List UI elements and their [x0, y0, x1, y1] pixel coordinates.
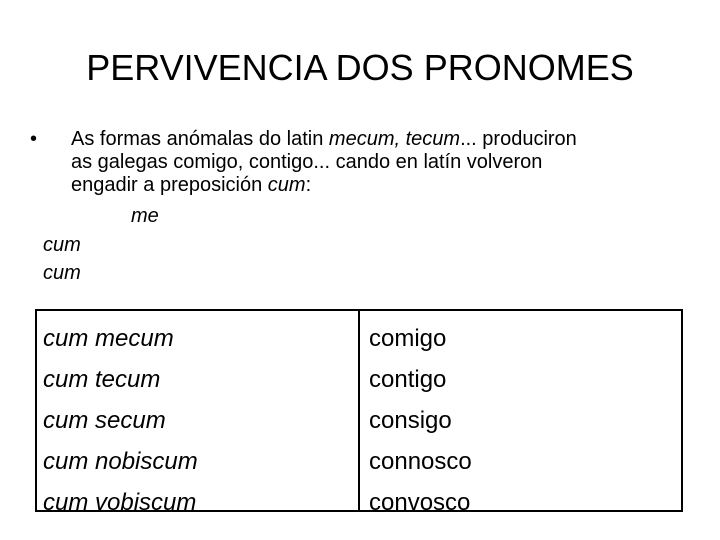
galician-column — [360, 311, 681, 516]
bullet-line-3-c: : — [305, 174, 312, 196]
bullet-line-1 — [71, 128, 700, 151]
slide-title: PERVIVENCIA DOS PRONOMES — [86, 47, 634, 88]
galician-row: connosco — [369, 448, 472, 475]
bullet-item — [30, 128, 700, 197]
bullet-line-2: as galegas comigo, contigo... cando en latín volveron — [71, 151, 543, 173]
bullet-line-1-b: mecum, tecum — [328, 128, 461, 150]
galician-row: comigo — [369, 325, 447, 352]
pronoun-table — [35, 309, 683, 516]
bullet-line-3 — [71, 174, 700, 197]
bullet-line-3-a: engadir a preposición — [71, 174, 268, 196]
bullet-line-1-c: ... produciron — [460, 128, 577, 150]
galician-row: convosco — [369, 489, 471, 516]
bullet-symbol: • — [30, 128, 38, 150]
cum-line-1: cum — [43, 234, 81, 256]
latin-row: cum secum — [43, 407, 166, 434]
latin-row: cum tecum — [43, 366, 161, 393]
latin-row: cum vobiscum — [43, 489, 197, 516]
me-label: me — [131, 205, 159, 227]
bullet-text — [71, 128, 700, 197]
galician-row: contigo — [369, 366, 447, 393]
latin-row: cum mecum — [43, 325, 174, 352]
galician-row: consigo — [369, 407, 452, 434]
bullet-line-3-b: cum — [267, 174, 306, 196]
cum-line-2: cum — [43, 262, 81, 284]
latin-row: cum nobiscum — [43, 448, 198, 475]
latin-column — [37, 311, 360, 516]
bullet-line-1-a: As formas anómalas do latin — [71, 128, 329, 150]
